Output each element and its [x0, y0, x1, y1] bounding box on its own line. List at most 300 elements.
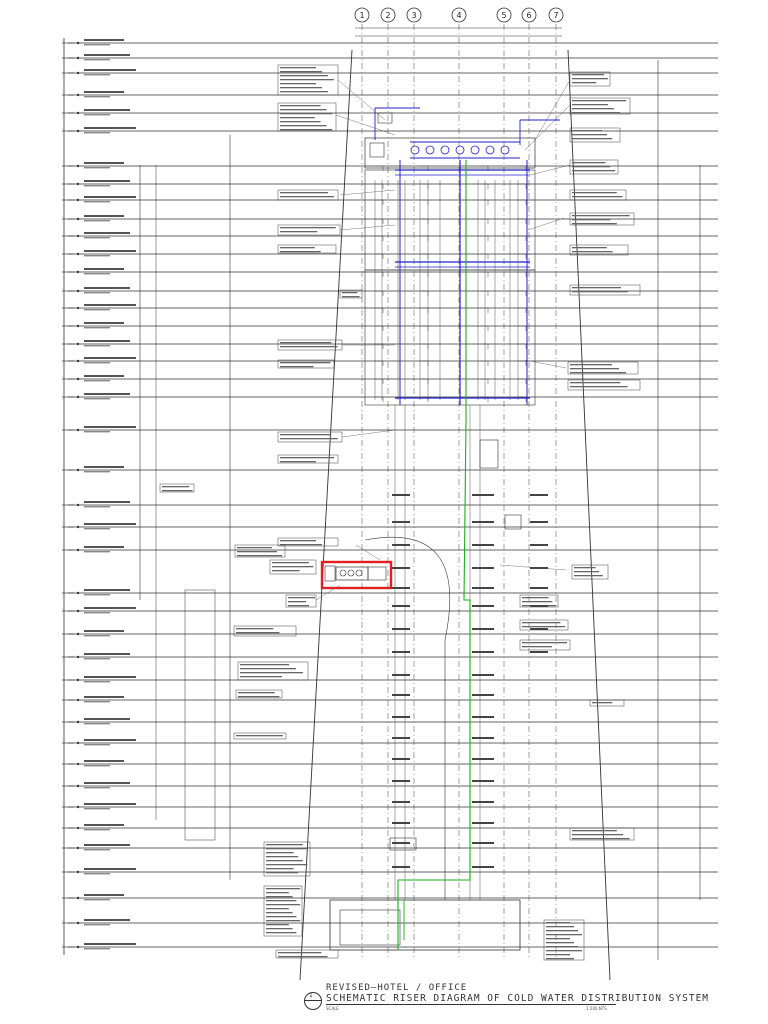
note-text-bar: [266, 852, 294, 853]
note-box: [264, 842, 310, 876]
level-label-bar: [84, 39, 124, 41]
level-label-bar: [84, 340, 130, 342]
note-text-bar: [278, 952, 321, 953]
note-box: [278, 190, 338, 200]
leader-line: [342, 430, 395, 437]
pipe-tag-left: [392, 651, 410, 653]
note-text-bar: [272, 570, 300, 571]
pipe-tags: [375, 166, 548, 868]
pipe-tag-right: [472, 780, 494, 782]
tower-outline-right: [568, 50, 610, 980]
leader-line: [528, 218, 564, 230]
level-marker: [77, 57, 79, 59]
level-marker: [77, 526, 79, 528]
note-text-bar: [572, 192, 617, 193]
note-text-bar: [280, 109, 326, 110]
level-label-bar: [84, 523, 136, 525]
note-text-bar: [266, 860, 303, 861]
note-text-bar: [280, 67, 316, 68]
note-text-bar: [272, 562, 309, 563]
pump-unit: [340, 570, 346, 576]
note-text-bar: [522, 601, 552, 602]
grid-lines: [355, 24, 562, 960]
basement-tank: [340, 910, 400, 945]
level-marker: [77, 218, 79, 220]
note-text-bar: [280, 540, 316, 541]
level-sub-label-bar: [84, 635, 110, 636]
pump-motor: [325, 566, 335, 581]
level-marker: [77, 325, 79, 327]
level-label-bar: [84, 943, 136, 945]
level-label-bar: [84, 215, 124, 217]
level-marker: [77, 165, 79, 167]
grid-label: 6: [526, 11, 532, 20]
pipe-tag-right: [472, 651, 494, 653]
level-marker: [77, 42, 79, 44]
pump-header: [368, 567, 386, 580]
level-label-bar: [84, 501, 130, 503]
level-label-bar: [84, 894, 124, 896]
pipe-tag-left: [392, 822, 410, 824]
note-text-bar: [236, 628, 273, 629]
note-text-bar: [280, 457, 334, 458]
level-marker: [77, 235, 79, 237]
note-text-bar: [280, 342, 331, 343]
note-text-bar: [288, 605, 309, 606]
note-text-bar: [572, 247, 607, 248]
level-marker: [77, 549, 79, 551]
level-sub-label-bar: [84, 167, 110, 168]
pipe-tag-left: [392, 842, 410, 844]
pipe-tag-left: [392, 694, 410, 696]
level-label-bar: [84, 803, 136, 805]
level-label-bar: [84, 375, 124, 377]
building-outline: [156, 50, 610, 980]
level-sub-label-bar: [84, 201, 110, 202]
level-sub-label-bar: [84, 44, 110, 45]
level-sub-label-bar: [84, 873, 110, 874]
pump-symbol: [456, 146, 464, 154]
note-text-bar: [278, 956, 328, 957]
note-text-bar: [572, 134, 607, 135]
note-text-bar: [572, 251, 613, 252]
level-marker: [77, 610, 79, 612]
note-text-bar: [572, 78, 608, 79]
pipe-tag-left: [392, 567, 410, 569]
pipe-tag-far: [530, 544, 548, 546]
note-text-bar: [522, 597, 549, 598]
level-marker: [77, 922, 79, 924]
roof-tank: [370, 143, 384, 157]
pump-symbol: [501, 146, 509, 154]
level-sub-label-bar: [84, 765, 110, 766]
level-label-bar: [84, 589, 130, 591]
level-sub-label-bar: [84, 114, 110, 115]
note-text-bar: [572, 74, 604, 75]
note-text-bar: [288, 601, 306, 602]
pipe-tag-right: [472, 521, 494, 523]
note-text-bar: [572, 838, 630, 839]
level-sub-label-bar: [84, 849, 110, 850]
note-text-bar: [266, 900, 296, 901]
note-text-bar: [237, 547, 272, 548]
note-text-bar: [546, 922, 570, 923]
note-box: [520, 640, 570, 650]
level-marker: [77, 763, 79, 765]
level-label-bar: [84, 180, 130, 182]
note-text-bar: [546, 942, 574, 943]
title-main: SCHEMATIC RISER DIAGRAM OF COLD WATER DISTRIBUTION SYSTEM: [326, 993, 710, 1004]
note-text-bar: [236, 632, 279, 633]
pipe-tag-right: [472, 628, 494, 630]
level-labels: [84, 39, 136, 949]
level-marker: [77, 307, 79, 309]
level-sub-label-bar: [84, 362, 110, 363]
pump-symbol: [441, 146, 449, 154]
level-label-bar: [84, 250, 136, 252]
level-marker: [77, 827, 79, 829]
level-sub-label-bar: [84, 74, 110, 75]
note-text-bar: [574, 575, 603, 576]
grid-label: 7: [553, 11, 559, 20]
note-text-bar: [572, 162, 606, 163]
note-text-bar: [280, 192, 328, 193]
title-block: [300, 982, 710, 1016]
note-text-bar: [280, 121, 321, 122]
level-sub-label-bar: [84, 658, 110, 659]
note-text-bar: [546, 954, 570, 955]
note-text-bar: [572, 291, 628, 292]
pump-symbol: [486, 146, 494, 154]
level-sub-label-bar: [84, 744, 110, 745]
pipe-tag-far: [530, 651, 548, 653]
level-label-bar: [84, 739, 136, 741]
level-label-bar: [84, 653, 130, 655]
level-sub-label-bar: [84, 787, 110, 788]
drawing-number: 1: [309, 992, 313, 999]
pipe-tag-left: [392, 521, 410, 523]
note-text-bar: [266, 844, 303, 845]
note-text-bar: [280, 434, 331, 435]
tower-outline-left: [300, 50, 352, 980]
note-box: [570, 285, 640, 295]
level-sub-label-bar: [84, 899, 110, 900]
grid-label: 2: [385, 11, 391, 20]
upper-riser-zone: [365, 170, 535, 270]
level-label-bar: [84, 162, 124, 164]
level-marker: [77, 469, 79, 471]
level-label-bar: [84, 287, 130, 289]
level-marker: [77, 592, 79, 594]
level-marker: [77, 742, 79, 744]
pipe-tag-right: [472, 758, 494, 760]
note-text-bar: [280, 346, 338, 347]
level-marker: [77, 897, 79, 899]
level-marker: [77, 633, 79, 635]
pipe-tag-left: [392, 494, 410, 496]
level-sub-label-bar: [84, 327, 110, 328]
note-text-bar: [240, 672, 303, 673]
note-text-bar: [280, 196, 334, 197]
pipe-tag-right: [472, 822, 494, 824]
note-text-bar: [238, 692, 275, 693]
note-text-bar: [280, 366, 314, 367]
level-sub-label-bar: [84, 96, 110, 97]
note-text-bar: [162, 490, 193, 491]
highlighted-pump-set: [322, 562, 391, 588]
note-text-bar: [280, 251, 321, 252]
drawing-number-divider: [304, 1000, 322, 1001]
note-text-bar: [266, 924, 289, 925]
pipe-tag-far: [530, 494, 548, 496]
level-marker: [77, 130, 79, 132]
note-text-bar: [572, 100, 626, 101]
pipe-tag-left: [392, 587, 410, 589]
pipe-tag-right: [472, 674, 494, 676]
pipe-tag-right: [472, 587, 494, 589]
pipe-tag-far: [530, 521, 548, 523]
note-text-bar: [570, 364, 612, 365]
note-text-bar: [572, 215, 630, 216]
pipe-tag-right: [472, 716, 494, 718]
level-sub-label-bar: [84, 506, 110, 507]
note-text-bar: [266, 912, 293, 913]
level-marker: [77, 871, 79, 873]
note-text-bar: [572, 223, 617, 224]
note-text-bar: [592, 702, 612, 703]
level-marker: [77, 253, 79, 255]
level-label-bar: [84, 630, 124, 632]
level-label-bar: [84, 54, 130, 56]
transfer-station: [480, 440, 498, 468]
level-sub-label-bar: [84, 380, 110, 381]
note-box: [234, 626, 296, 636]
note-text-bar: [572, 138, 612, 139]
note-text-bar: [280, 125, 326, 126]
note-text-bar: [572, 108, 614, 109]
title-revised: REVISED—HOTEL / OFFICE: [326, 983, 468, 993]
drawing-number-circle: [304, 992, 322, 1010]
level-sub-label-bar: [84, 237, 110, 238]
note-text-bar: [572, 166, 610, 167]
note-text-bar: [572, 219, 610, 220]
level-marker: [77, 785, 79, 787]
level-label-bar: [84, 868, 136, 870]
level-label-bar: [84, 393, 130, 395]
note-text-bar: [280, 83, 316, 84]
leader-line: [340, 225, 395, 230]
note-text-bar: [570, 382, 620, 383]
note-text-bar: [280, 113, 332, 114]
note-text-bar: [266, 916, 296, 917]
level-sub-label-bar: [84, 471, 110, 472]
level-sub-label-bar: [84, 220, 110, 221]
grid-bubbles: [355, 8, 563, 22]
note-text-bar: [546, 938, 570, 939]
note-text-bar: [522, 646, 552, 647]
note-text-bar: [280, 105, 321, 106]
roof-valve-box: [378, 113, 392, 123]
note-text-bar: [522, 642, 567, 643]
note-text-bar: [546, 946, 578, 947]
pipe-tag-left: [392, 758, 410, 760]
grid-label: 1: [359, 11, 365, 20]
note-text-bar: [280, 247, 315, 248]
level-sub-label-bar: [84, 273, 110, 274]
note-text-bar: [280, 362, 330, 363]
level-marker: [77, 847, 79, 849]
level-marker: [77, 429, 79, 431]
level-marker: [77, 946, 79, 948]
level-sub-label-bar: [84, 594, 110, 595]
pipe-tag-left: [392, 737, 410, 739]
title-scale-right: 1:200 NTS: [586, 1006, 607, 1011]
note-text-bar: [266, 888, 300, 889]
level-marker: [77, 290, 79, 292]
level-label-bar: [84, 718, 130, 720]
leader-line: [525, 105, 570, 150]
pipe-tag-right: [472, 605, 494, 607]
pump-skid: [336, 567, 368, 580]
roof-plant-equipment: [365, 113, 535, 168]
level-marker: [77, 183, 79, 185]
grid-label: 5: [501, 11, 507, 20]
leader-line: [340, 190, 395, 195]
level-label-bar: [84, 696, 124, 698]
note-text-bar: [266, 904, 300, 905]
pipe-tag-right: [472, 737, 494, 739]
pipe-tag-right: [472, 567, 494, 569]
level-sub-label-bar: [84, 723, 110, 724]
note-text-bar: [572, 130, 602, 131]
note-text-bar: [546, 934, 582, 935]
note-text-bar: [272, 566, 313, 567]
pipe-tag-right: [472, 801, 494, 803]
pump-unit: [348, 570, 354, 576]
note-text-bar: [266, 872, 298, 873]
note-box: [570, 245, 628, 255]
level-sub-label-bar: [84, 255, 110, 256]
level-sub-label-bar: [84, 185, 110, 186]
level-marker: [77, 343, 79, 345]
level-sub-label-bar: [84, 681, 110, 682]
note-text-bar: [266, 868, 294, 869]
note-text-bar: [572, 104, 608, 105]
level-marker: [77, 112, 79, 114]
level-marker: [77, 806, 79, 808]
level-sub-label-bar: [84, 924, 110, 925]
level-label-bar: [84, 426, 136, 428]
level-marker: [77, 378, 79, 380]
leader-line: [336, 115, 395, 135]
level-label-bar: [84, 268, 124, 270]
pipe-tag-right: [472, 866, 494, 868]
level-label-bar: [84, 91, 124, 93]
level-label-bar: [84, 844, 130, 846]
podium-box: [185, 590, 215, 840]
level-sub-label-bar: [84, 309, 110, 310]
note-text-bar: [570, 368, 619, 369]
note-text-bar: [280, 129, 332, 130]
title-scale-left: SCALE: [326, 1006, 339, 1011]
note-text-bar: [238, 696, 279, 697]
note-text-bar: [546, 926, 574, 927]
note-text-bar: [572, 830, 617, 831]
pipe-tag-far: [530, 628, 548, 630]
level-label-bar: [84, 919, 130, 921]
level-label-bar: [84, 322, 124, 324]
pipe-tag-left: [392, 801, 410, 803]
note-text-bar: [266, 932, 296, 933]
level-label-bar: [84, 676, 136, 678]
level-sub-label-bar: [84, 612, 110, 613]
leader-line: [530, 165, 570, 175]
note-text-bar: [570, 372, 626, 373]
pump-symbol: [411, 146, 419, 154]
pump-symbol: [471, 146, 479, 154]
note-text-bar: [572, 112, 620, 113]
note-text-bar: [342, 296, 360, 297]
grid-label: 3: [411, 11, 417, 20]
level-marker: [77, 679, 79, 681]
lower-riser-zone: [365, 270, 535, 405]
level-label-bar: [84, 782, 130, 784]
note-text-bar: [266, 892, 289, 893]
level-label-bar: [84, 69, 136, 71]
level-sub-label-bar: [84, 398, 110, 399]
note-text-bar: [574, 571, 599, 572]
note-text-bar: [266, 864, 307, 865]
pump-symbol: [426, 146, 434, 154]
note-text-bar: [266, 896, 293, 897]
level-sub-label-bar: [84, 345, 110, 346]
level-sub-label-bar: [84, 551, 110, 552]
note-box: [278, 340, 342, 350]
note-text-bar: [522, 622, 560, 623]
level-label-bar: [84, 760, 124, 762]
note-text-bar: [546, 950, 582, 951]
pipe-tag-right: [472, 494, 494, 496]
note-box: [568, 380, 640, 390]
level-sub-label-bar: [84, 132, 110, 133]
note-text-bar: [574, 567, 596, 568]
note-text-bar: [572, 82, 596, 83]
level-marker: [77, 271, 79, 273]
level-marker: [77, 656, 79, 658]
note-text-bar: [280, 227, 336, 228]
note-text-bar: [266, 928, 293, 929]
level-label-bar: [84, 357, 136, 359]
pipe-tag-left: [392, 628, 410, 630]
pipe-tag-left: [392, 605, 410, 607]
level-marker: [77, 199, 79, 201]
note-text-bar: [280, 87, 322, 88]
note-text-bar: [546, 930, 578, 931]
level-sub-label-bar: [84, 528, 110, 529]
level-label-bar: [84, 824, 124, 826]
note-box: [278, 432, 342, 442]
note-text-bar: [280, 79, 334, 80]
level-label-bar: [84, 109, 130, 111]
note-text-bar: [240, 676, 282, 677]
note-text-bar: [240, 664, 289, 665]
pipe-tag-right: [472, 842, 494, 844]
note-text-bar: [280, 544, 322, 545]
note-text-bar: [237, 551, 277, 552]
level-label-bar: [84, 196, 136, 198]
level-label-bar: [84, 304, 136, 306]
level-label-bar: [84, 466, 124, 468]
